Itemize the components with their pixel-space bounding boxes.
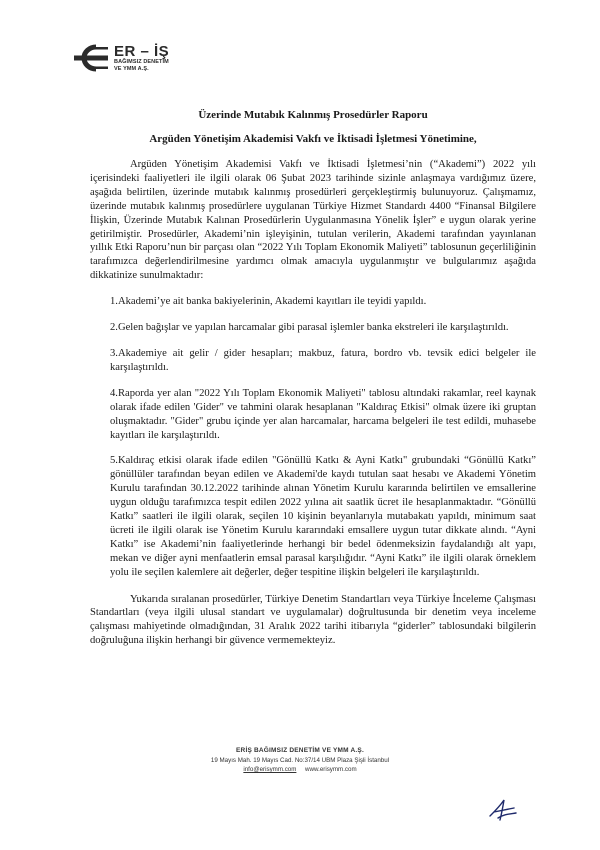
- intro-paragraph: Argüden Yönetişim Akademisi Vakfı ve İktisadi İşletmesi’nin (“Akademi”) 2022 yılı içerisindeki faaliyetleri ile ilgili olarak 06 Şubat 2023 tarihinde sizinle anlaşmaya vardığımız üzere, aşağıda belirtilen, üzerinde mutabık kalınmış prosedürleri gerçekleştirmiş bulunuyoruz. Çalışmamız, üzerinde mutabık kalınmış prosedürlere uygulanan Türkiye Hizmet Standardı 4400 “Finansal Bilgilere İlişkin, Üzerinde Mutabık Kalınan Prosedürlerin Uygulanmasına Yönelik İşler” e uygun olarak yerine getirilmiştir. Prosedürler, Akademi’nin işleyişinin, tutulan verilerin, Akademi tarafından yayınlanan yıllık Etki Raporu’nun bir parçası olan “2022 Yılı Toplam Ekonomik Maliyeti” tablosunun geçerliliğinin tarafımızca değerlendirilmesine yardımcı olmak amacıyla uygulanmıştır ve bulgularımız aşağıda dikkatinize sunulmaktadır:: [90, 159, 536, 282]
- logo-subtitle-line2: VE YMM A.Ş.: [114, 65, 149, 72]
- logo-subtitle-line1: BAĞIMSIZ DENETİM: [114, 59, 169, 65]
- footer-website-link[interactable]: www.erisymm.com: [305, 766, 357, 773]
- signature-icon: [488, 796, 518, 824]
- procedure-item-3: 3.Akademiye ait gelir / gider hesapları; makbuz, fatura, bordro vb. tevsik edici belgeler ile karşılaştırıldı.: [110, 347, 536, 373]
- procedure-item-5: 5.Kaldıraç etkisi olarak ifade edilen "Gönüllü Katkı & Ayni Katkı" grubundaki “Gönüllü Katkı” gönüllüler tarafından beyan edilen ve Akademi'de kaydı tutulan saat hesabı ve Akademi Yönetim Kurulu tarafından 30.12.2022 tarihinde alınan Yönetim Kurulu kararında belirtilen ve emsallerine uygun olduğu tarafımızca tespit edilen 2022 yılına ait saatlik ücret ile hesaplanmaktadır. “Gönüllü Katkı” saatleri ile ilgili olarak, seçilen 10 kişinin beyanlarıyla mutabakatı yapıldı, minimum saat ücreti ile ilgili olarak ise Yönetim Kurulu kararındaki emsallere uygun tutar dikkate alındı. “Ayni Katkı” ise Akademi’nin faaliyetlerinde herhangi bir bedel ödenmeksizin faydalandığı alt yapı, mekan ve diğer ayni menfaatlerin emsal parasal karşılığıdır. “Ayni Katkı” ile ilgili olarak örneklem yolu ile seçilen kalemlere ait değerler, değer tespitine ilişkin belgeleri ile karşılaştırıldı.: [110, 455, 536, 578]
- logo-name: ER – İŞ: [114, 43, 170, 60]
- footer-contact: [0, 765, 600, 774]
- footer-company: ERİŞ BAĞIMSIZ DENETİM VE YMM A.Ş.: [236, 747, 364, 754]
- procedure-item-2: 2.Gelen bağışlar ve yapılan harcamalar gibi parasal işlemler banka ekstreleri ile karşılaştırıldı.: [110, 322, 509, 334]
- closing-paragraph: Yukarıda sıralanan prosedürler, Türkiye Denetim Standartları veya Türkiye İnceleme Çalışması Standartları (veya ilgili ulusal standart ve uygulamalar) doğrultusunda bir denetim veya inceleme çalışması mahiyetinde olmadığından, 31 Aralık 2022 tarihi itibarıyla “giderler” tablosundaki bilgilerin doğruluğuna ilişkin herhangi bir güvence vermemekteyiz.: [90, 593, 536, 647]
- report-title: Üzerinde Mutabık Kalınmış Prosedürler Raporu: [198, 109, 428, 121]
- report-addressee: Argüden Yönetişim Akademisi Vakfı ve İktisadi İşletmesi Yönetimine,: [149, 133, 477, 145]
- procedure-item-1: 1.Akademi’ye ait banka bakiyelerinin, Akademi kayıtları ile teyidi yapıldı.: [110, 296, 427, 308]
- footer-email-link[interactable]: info@erisymm.com: [243, 766, 297, 773]
- page-footer: [0, 745, 600, 774]
- procedure-item-4: 4.Raporda yer alan "2022 Yılı Toplam Ekonomik Maliyeti" tablosu altındaki rakamlar, reel kaynak olarak ifade edilen 'Gider" ve tahmini olarak hesaplanan "Kaldıraç Etkisi" olmak üzere iki gruptan oluşmaktadır. "Gider" grubu içinde yer alan harcamalar, harcama belgeleri ile test edildi, muhasebe kayıtları ile karşılaştırıldı.: [110, 387, 536, 441]
- footer-address: 19 Mayıs Mah. 19 Mayıs Cad. No:37/14 UBM Plaza Şişli İstanbul: [210, 757, 390, 764]
- report-body: [90, 108, 536, 648]
- footer-separator: [298, 766, 303, 773]
- logo-text: [114, 44, 169, 72]
- company-logo: [70, 44, 169, 72]
- stylized-e-logo-icon: [70, 44, 110, 72]
